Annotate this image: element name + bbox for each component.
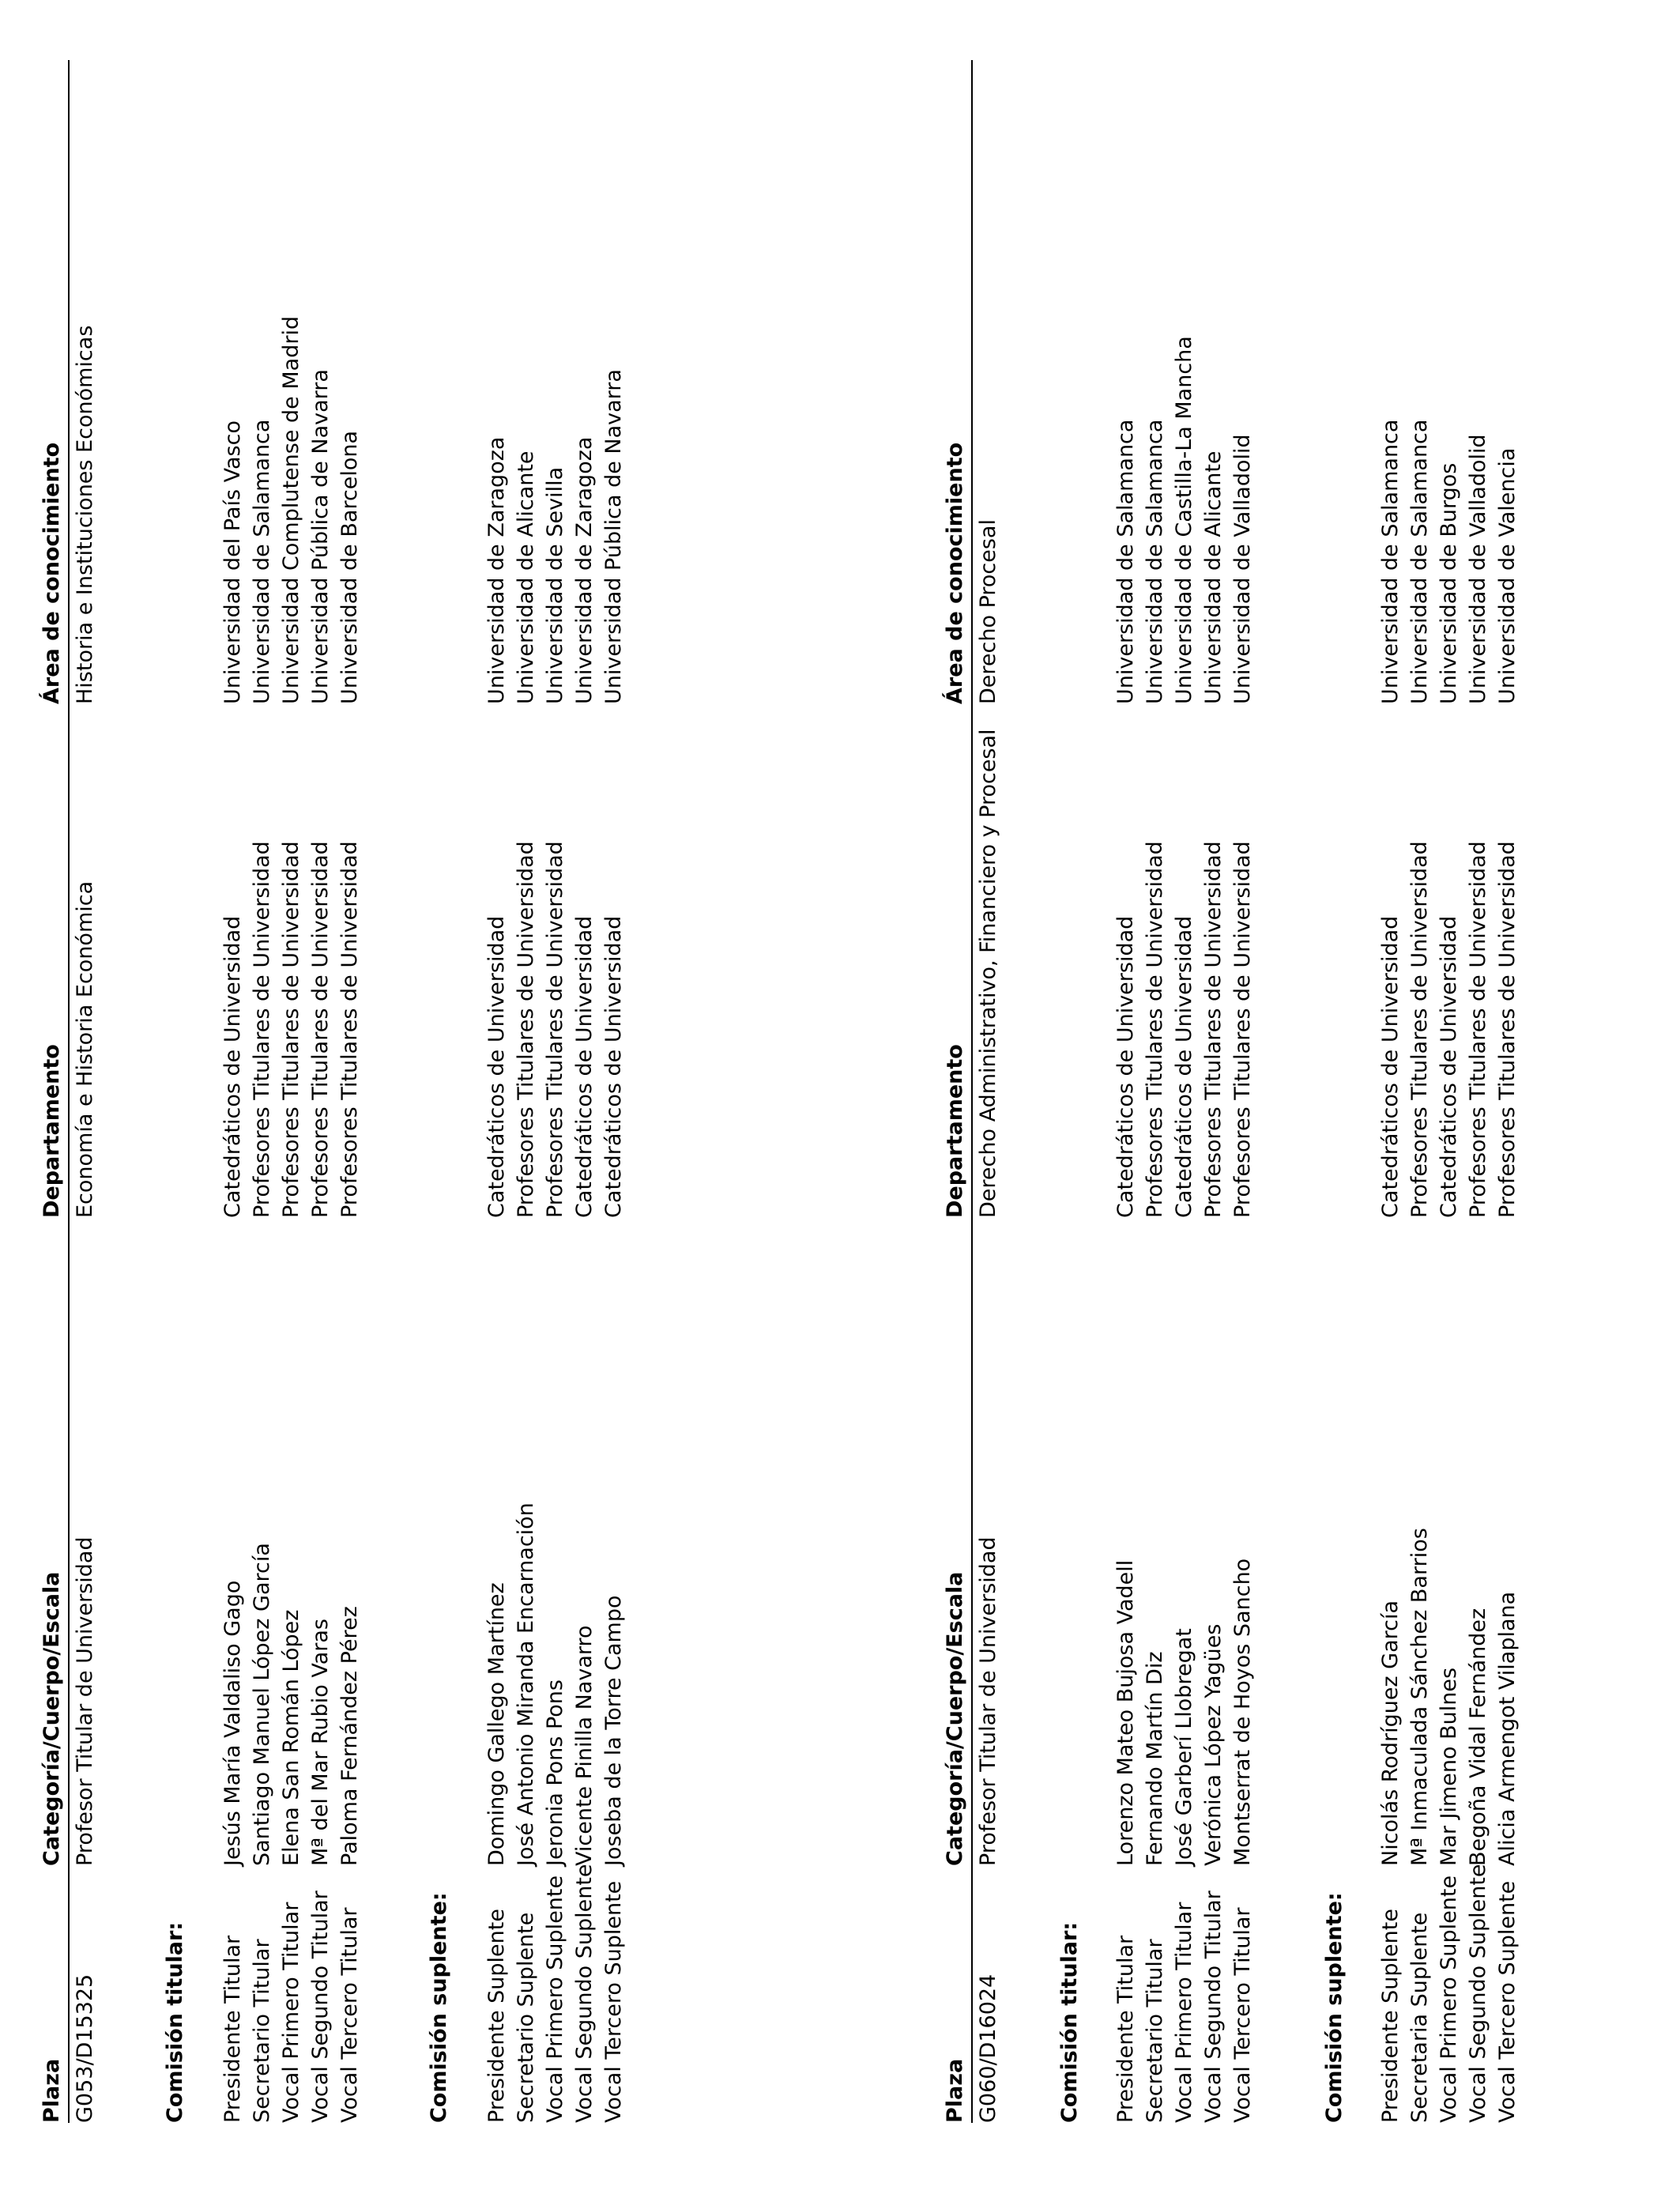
member-cuerpo: Profesores Titulares de Universidad: [514, 841, 538, 1218]
member-role: Vocal Tercero Suplente: [601, 1880, 626, 2123]
member-name: José Garberí Llobregat: [1172, 1628, 1196, 1866]
member-cuerpo: Profesores Titulares de Universidad: [337, 841, 362, 1218]
member-name: José Antonio Miranda Encarnación: [514, 1502, 538, 1866]
member-name: Vicente Pinilla Navarro: [572, 1625, 597, 1866]
member-universidad: Universidad de Sevilla: [543, 466, 567, 704]
header-rule: [68, 60, 70, 2123]
member-row: [541, 60, 570, 2123]
member-row: [1170, 60, 1199, 2123]
member-row: [218, 60, 247, 2123]
member-role: Vocal Segundo Titular: [1201, 1891, 1226, 2123]
header-rule: [971, 60, 973, 2123]
member-role: Vocal Primero Suplente: [1437, 1875, 1461, 2123]
section-title-titular: Comisión titular:: [163, 1921, 187, 2123]
member-row: [1376, 60, 1405, 2123]
member-universidad: Universidad de Alicante: [1201, 450, 1226, 704]
plaza-categoria: Profesor Titular de Universidad: [73, 1536, 97, 1866]
member-universidad: Universidad de Salamanca: [1143, 419, 1167, 704]
member-name: Paloma Fernández Pérez: [337, 1606, 362, 1866]
member-row: [511, 60, 541, 2123]
plaza-code: G060/D16024: [976, 1973, 1000, 2123]
section-title-suplente: Comisión suplente:: [427, 1892, 451, 2123]
header-plaza: Plaza: [40, 2058, 64, 2123]
member-name: Domingo Gallego Martínez: [484, 1582, 509, 1866]
member-name: Mª del Mar Rubio Varas: [308, 1619, 333, 1866]
member-universidad: Universidad de Salamanca: [1378, 419, 1403, 704]
member-universidad: Universidad de Burgos: [1437, 462, 1461, 704]
member-cuerpo: Profesores Titulares de Universidad: [1201, 841, 1226, 1218]
plaza-departamento: Economía e Historia Económica: [73, 880, 97, 1218]
member-role: Vocal Primero Suplente: [543, 1875, 567, 2123]
member-row: [335, 60, 364, 2123]
member-role: Vocal Primero Titular: [1172, 1902, 1196, 2123]
header-departamento: Departamento: [943, 1044, 967, 1218]
member-role: Secretario Suplente: [514, 1912, 538, 2123]
member-universidad: Universidad Pública de Navarra: [601, 369, 626, 704]
member-universidad: Universidad de Salamanca: [250, 419, 274, 704]
member-name: Fernando Martín Diz: [1143, 1651, 1167, 1866]
section-title-titular: Comisión titular:: [1057, 1921, 1082, 2123]
member-role: Vocal Tercero Suplente: [1495, 1880, 1520, 2123]
header-plaza: Plaza: [943, 2058, 967, 2123]
member-universidad: Universidad de Valencia: [1495, 447, 1520, 704]
member-cuerpo: Catedráticos de Universidad: [572, 915, 597, 1218]
member-universidad: Universidad Pública de Navarra: [308, 369, 333, 704]
member-universidad: Universidad de Castilla-La Mancha: [1172, 336, 1196, 704]
member-row: [247, 60, 277, 2123]
member-cuerpo: Catedráticos de Universidad: [1113, 915, 1138, 1218]
member-role: Secretario Titular: [1143, 1939, 1167, 2123]
member-role: Presidente Titular: [220, 1935, 245, 2123]
member-role: Vocal Tercero Titular: [1230, 1907, 1255, 2123]
member-name: Jesús María Valdaliso Gago: [220, 1580, 245, 1866]
member-cuerpo: Profesores Titulares de Universidad: [1495, 841, 1520, 1218]
member-row: [1493, 60, 1522, 2123]
member-cuerpo: Profesores Titulares de Universidad: [543, 841, 567, 1218]
member-role: Vocal Segundo Suplente: [1466, 1864, 1490, 2123]
member-row: [1463, 60, 1493, 2123]
member-cuerpo: Profesores Titulares de Universidad: [308, 841, 333, 1218]
member-role: Presidente Titular: [1113, 1935, 1138, 2123]
commission-titular-list: [1111, 60, 1257, 2123]
member-role: Secretaria Suplente: [1407, 1912, 1432, 2123]
member-universidad: Universidad de Zaragoza: [484, 436, 509, 704]
member-cuerpo: Catedráticos de Universidad: [601, 915, 626, 1218]
commission-titular-list: [218, 60, 364, 2123]
header-categoria: Categoría/Cuerpo/Escala: [943, 1571, 967, 1866]
member-name: Alicia Armengot Vilaplana: [1495, 1591, 1520, 1866]
member-cuerpo: Profesores Titulares de Universidad: [1407, 841, 1432, 1218]
member-role: Vocal Segundo Suplente: [572, 1864, 597, 2123]
plaza-area: Historia e Instituciones Económicas: [73, 325, 97, 704]
member-name: Jeronia Pons Pons: [543, 1679, 567, 1866]
member-name: Nicolás Rodríguez García: [1378, 1600, 1403, 1866]
member-row: [1228, 60, 1257, 2123]
member-row: [1140, 60, 1170, 2123]
member-name: Lorenzo Mateo Bujosa Vadell: [1113, 1559, 1138, 1866]
member-row: [1405, 60, 1434, 2123]
member-row: [482, 60, 511, 2123]
plaza-code: G053/D15325: [73, 1973, 97, 2123]
member-universidad: Universidad de Zaragoza: [572, 436, 597, 704]
plaza-area: Derecho Procesal: [976, 519, 1000, 704]
member-row: [1199, 60, 1228, 2123]
member-cuerpo: Profesores Titulares de Universidad: [250, 841, 274, 1218]
member-name: Begoña Vidal Fernández: [1466, 1608, 1490, 1866]
member-name: Elena San Román López: [279, 1609, 303, 1866]
member-role: Presidente Suplente: [1378, 1909, 1403, 2123]
member-cuerpo: Catedráticos de Universidad: [1378, 915, 1403, 1218]
section-title-suplente: Comisión suplente:: [1322, 1892, 1347, 2123]
header-area: Área de conocimiento: [943, 442, 967, 704]
member-cuerpo: Profesores Titulares de Universidad: [279, 841, 303, 1218]
header-categoria: Categoría/Cuerpo/Escala: [40, 1571, 64, 1866]
commission-suplente-list: [482, 60, 628, 2123]
member-universidad: Universidad de Alicante: [514, 450, 538, 704]
member-role: Vocal Tercero Titular: [337, 1907, 362, 2123]
member-universidad: Universidad Complutense de Madrid: [279, 315, 303, 704]
member-universidad: Universidad de Valladolid: [1230, 434, 1255, 704]
member-universidad: Universidad de Salamanca: [1407, 419, 1432, 704]
member-name: Joseba de la Torre Campo: [601, 1595, 626, 1866]
member-row: [599, 60, 628, 2123]
member-name: Mª Inmaculada Sánchez Barrios: [1407, 1528, 1432, 1866]
member-cuerpo: Catedráticos de Universidad: [1437, 915, 1461, 1218]
member-row: [570, 60, 599, 2123]
member-role: Vocal Primero Titular: [279, 1902, 303, 2123]
member-universidad: Universidad de Barcelona: [337, 430, 362, 704]
member-role: Secretario Titular: [250, 1939, 274, 2123]
member-universidad: Universidad del País Vasco: [220, 420, 245, 704]
plaza-departamento: Derecho Administrativo, Financiero y Procesal: [976, 729, 1000, 1218]
member-row: [306, 60, 335, 2123]
commission-suplente-list: [1376, 60, 1522, 2123]
member-role: Vocal Segundo Titular: [308, 1891, 333, 2123]
member-name: Santiago Manuel López García: [250, 1543, 274, 1866]
member-row: [1111, 60, 1140, 2123]
member-cuerpo: Profesores Titulares de Universidad: [1143, 841, 1167, 1218]
member-role: Presidente Suplente: [484, 1909, 509, 2123]
header-departamento: Departamento: [40, 1044, 64, 1218]
member-cuerpo: Profesores Titulares de Universidad: [1230, 841, 1255, 1218]
member-universidad: Universidad de Valladolid: [1466, 434, 1490, 704]
plaza-categoria: Profesor Titular de Universidad: [976, 1536, 1000, 1866]
member-name: Verónica López Yagües: [1201, 1623, 1226, 1866]
member-cuerpo: Catedráticos de Universidad: [220, 915, 245, 1218]
member-cuerpo: Catedráticos de Universidad: [484, 915, 509, 1218]
member-universidad: Universidad de Salamanca: [1113, 419, 1138, 704]
member-cuerpo: Profesores Titulares de Universidad: [1466, 841, 1490, 1218]
member-name: Montserrat de Hoyos Sancho: [1230, 1558, 1255, 1866]
member-row: [277, 60, 306, 2123]
member-name: Mar Jimeno Bulnes: [1437, 1667, 1461, 1866]
member-row: [1434, 60, 1463, 2123]
member-cuerpo: Catedráticos de Universidad: [1172, 915, 1196, 1218]
header-area: Área de conocimiento: [40, 442, 64, 704]
